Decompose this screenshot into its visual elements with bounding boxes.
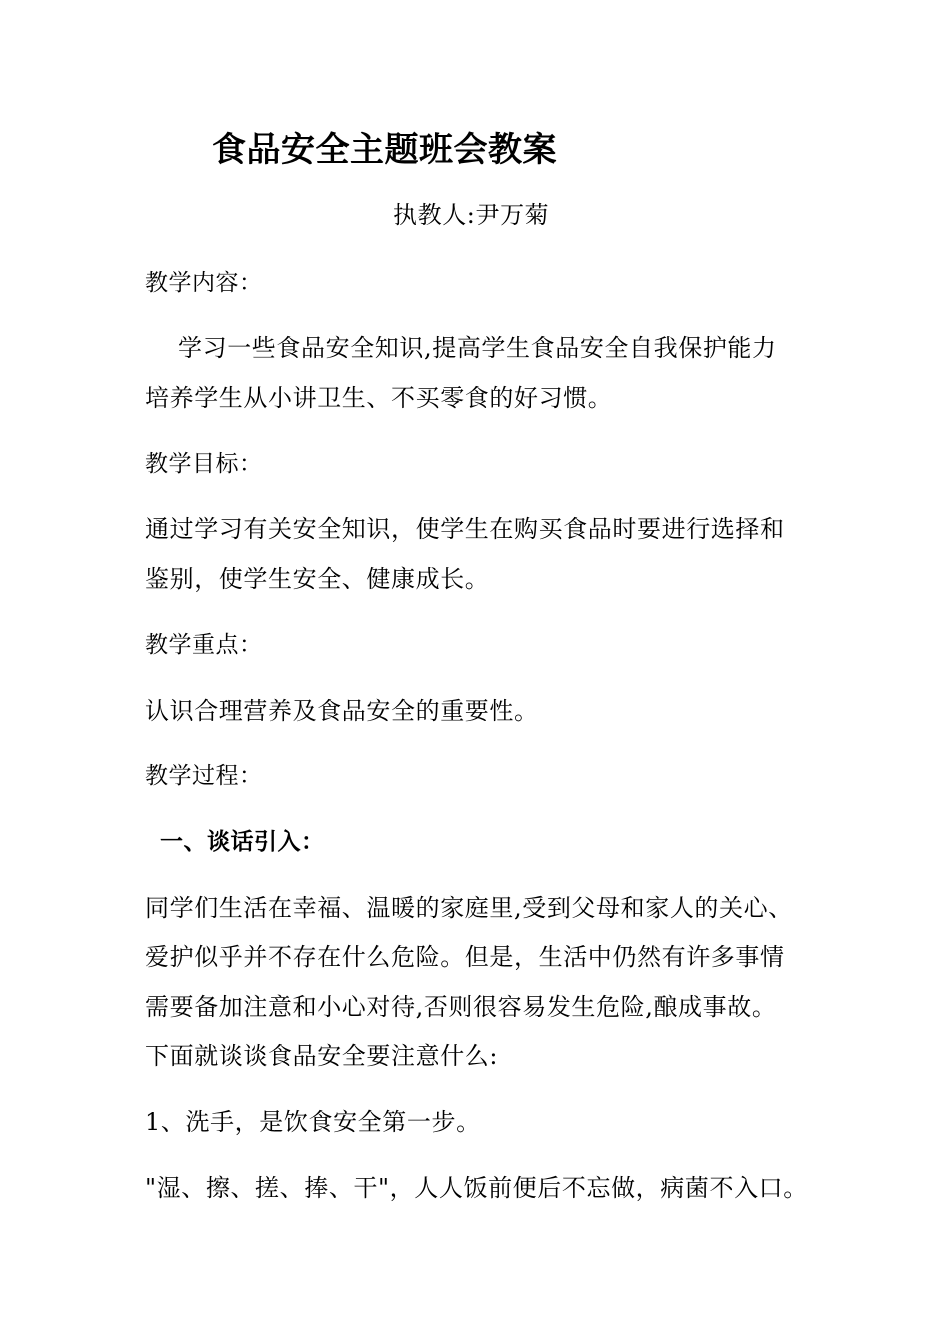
document-title: 食品安全主题班会教案 — [212, 130, 557, 170]
goal-paragraph-line-1: 通过学习有关安全知识，使学生在购买食品时要进行选择和 — [145, 515, 785, 543]
goal-paragraph-line-2: 鉴别，使学生安全、健康成长。 — [145, 565, 490, 593]
intro-paragraph-line-2: 爱护似乎并不存在什么危险。但是，生活中仍然有许多事情 — [145, 943, 785, 971]
point-1-detail: "湿、擦、搓、捧、干"，人人饭前便后不忘做，病菌不入口。 — [145, 1174, 808, 1202]
intro-paragraph-line-4: 下面就谈谈食品安全要注意什么: — [145, 1042, 499, 1070]
section-heading-content: 教学内容： — [145, 270, 263, 296]
intro-paragraph-line-3: 需要备加注意和小心对待,否则很容易发生危险,酿成事故。 — [145, 993, 777, 1021]
section-heading-process: 教学过程： — [145, 763, 263, 789]
process-subheading-intro: 一、谈话引入： — [160, 829, 325, 855]
author-line: 执教人:尹万菊 — [393, 201, 550, 229]
point-1-heading: 1、洗手，是饮食安全第一步。 — [145, 1108, 481, 1136]
content-paragraph-line-2: 培养学生从小讲卫生、不买零食的好习惯。 — [145, 384, 613, 412]
section-heading-key: 教学重点： — [145, 632, 263, 658]
content-paragraph-line-1: 学习一些食品安全知识,提高学生食品安全自我保护能力 — [178, 334, 777, 362]
key-paragraph-line-1: 认识合理营养及食品安全的重要性。 — [145, 697, 539, 725]
intro-paragraph-line-1: 同学们生活在幸福、温暖的家庭里,受到父母和家人的关心、 — [145, 894, 793, 922]
section-heading-goal: 教学目标： — [145, 451, 263, 477]
